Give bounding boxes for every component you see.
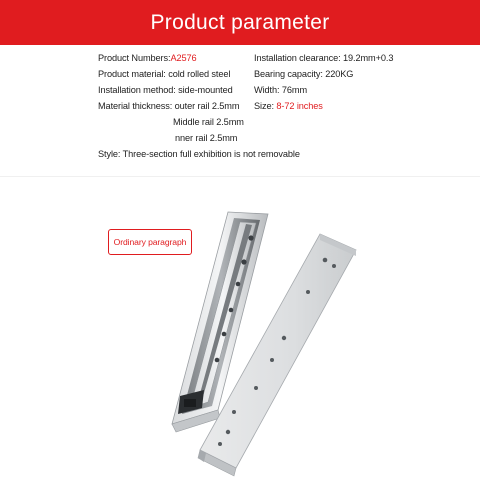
spec-width: Width: 76mm — [254, 85, 308, 95]
spec-installation-method: Installation method: side-mounted — [98, 85, 233, 95]
size-value: 8-72 inches — [276, 101, 323, 111]
header-banner — [0, 0, 480, 45]
ordinary-paragraph-badge: Ordinary paragraph — [108, 229, 192, 255]
spec-list — [0, 48, 480, 160]
spec-product-material: Product material: cold rolled steel — [98, 69, 231, 79]
product-number-value: A2576 — [170, 53, 197, 63]
spec-inner-rail: nner rail 2.5mm — [175, 133, 238, 143]
spec-material-thickness: Material thickness: outer rail 2.5mm — [98, 101, 240, 111]
spec-size: Size: 8-72 inches — [254, 101, 323, 111]
spec-product-numbers: Product Numbers:A2576 — [98, 53, 197, 63]
page-title: Product parameter — [150, 10, 330, 34]
spec-style: Style: Three-section full exhibition is not removable — [98, 149, 300, 159]
spec-installation-clearance: Installation clearance: 19.2mm+0.3 — [254, 53, 394, 63]
divider — [0, 176, 480, 177]
spec-middle-rail: Middle rail 2.5mm — [173, 117, 244, 127]
spec-bearing-capacity: Bearing capacity: 220KG — [254, 69, 354, 79]
